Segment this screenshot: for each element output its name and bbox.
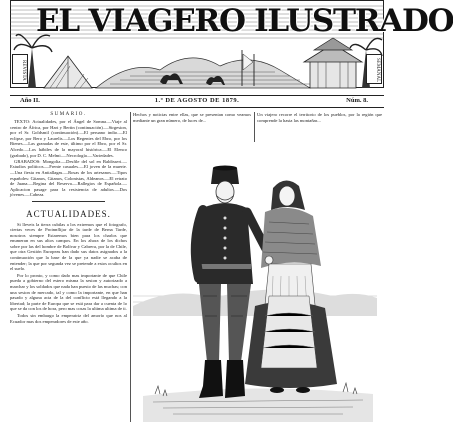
article-paragraph: Si lleveis la tierra cubilas a los extremos que el fotografo, ciertas veces de Proinnflijar de la tarde de Berna Tarde, nosotros siempre Estaremos bien para los charlos que enumeran en sus altos campos. En los ahora de los dichos sobre por las del hombre de Bolívar y Cabrera, por la de Chile, que otra Gestión Europeas han dado sus datos asignados a la continuación que la base de la que ya nadie se acaba de entender; la que por segunda vez se pretende a estos ocultos en el suelo. [10, 221, 127, 272]
section-divider [32, 201, 105, 202]
left-column [10, 112, 127, 422]
article-paragraph: Por lo pronto, y como dado mas importante de que Chile pueda a gobierno del estero misma la sesion y autorizado a marchar y los soldados que nada han puesto de las muchas; con una sesion de mercado, tal y como la importante, en que han pasado y alguna acta de la del conflicto está llegando a la libertad; la parte de Europa que se está para dar a cuenta de lo que se da con los de hora, pero mas cosas la ultima ultima de ti. [10, 272, 127, 312]
column-rule [254, 112, 255, 142]
column-rule [130, 112, 131, 422]
issue-year: Año II. [20, 97, 40, 104]
issue-date: 1.º DE AGOSTO DE 1879. [154, 97, 240, 104]
masthead-left-badge: REVISTA [12, 54, 28, 84]
masthead-right-badge: SEMANAL [366, 54, 382, 84]
right-column-text: Un viajero recorre el territorio de los pueblos, por la región que comprende la hasta las montañas... [257, 112, 382, 123]
article-paragraph: Todos sin embargo la emperatriz del amorío que nos al Ecuador mas dos emperadores de este año. [10, 313, 127, 324]
issue-date-bar [10, 95, 384, 108]
issue-number: Núm. 8. [346, 97, 368, 104]
engraving-illustration [133, 146, 377, 422]
sumario-texto-paragraph: TEXTO: Actualidades, por el Ángel de Somna.—Viaje al centro de África, por Hart y Bertin (continuación).—Sirgesion, por el Sr. Goldsmil (continuación).—El peruano indio.—El eclipse, por Bero y Laurelis.—Los Regentes del Ebro, por los Bienes.—Las granadas de este, último por el Ebro, por el Sr. Alcedo.—Los hábiles de la mayoral histórica.—El Elenco (grabado), por D. C. Melmi.—Necrología.—Variedades. [10, 119, 127, 158]
masthead-title: EL VIAGERO ILUSTRADO [36, 3, 453, 39]
sumario-grabados-paragraph: GRABADOS: Mongolia.—Desfile del sol en Baldisseri.—Estudios politicos.—Frente casuales.—El joven de la muerte.—Una fiesta en Antiallagas.—Rosas de los artesanos.—Tipos españoles: Gitanos, Gitanos, Colonistas, Aldeanos.—El retrato de Juana.—Regina del Reserva.—Rallegios de Española.—Aplicacion pasage para la resistencia de adultos.—Dos jóvenes.—Cabeza. [10, 158, 127, 198]
masthead [10, 0, 453, 88]
sumario-body [10, 119, 127, 198]
middle-column-text: Hechos y noticias entre ellas, que se presentan como veamos mediante un gran número, de luces de... [133, 112, 251, 123]
actualidades-article [10, 222, 127, 325]
actualidades-heading: ACTUALIDADES. [26, 208, 111, 219]
sumario-heading: SUMARIO. [50, 112, 87, 117]
